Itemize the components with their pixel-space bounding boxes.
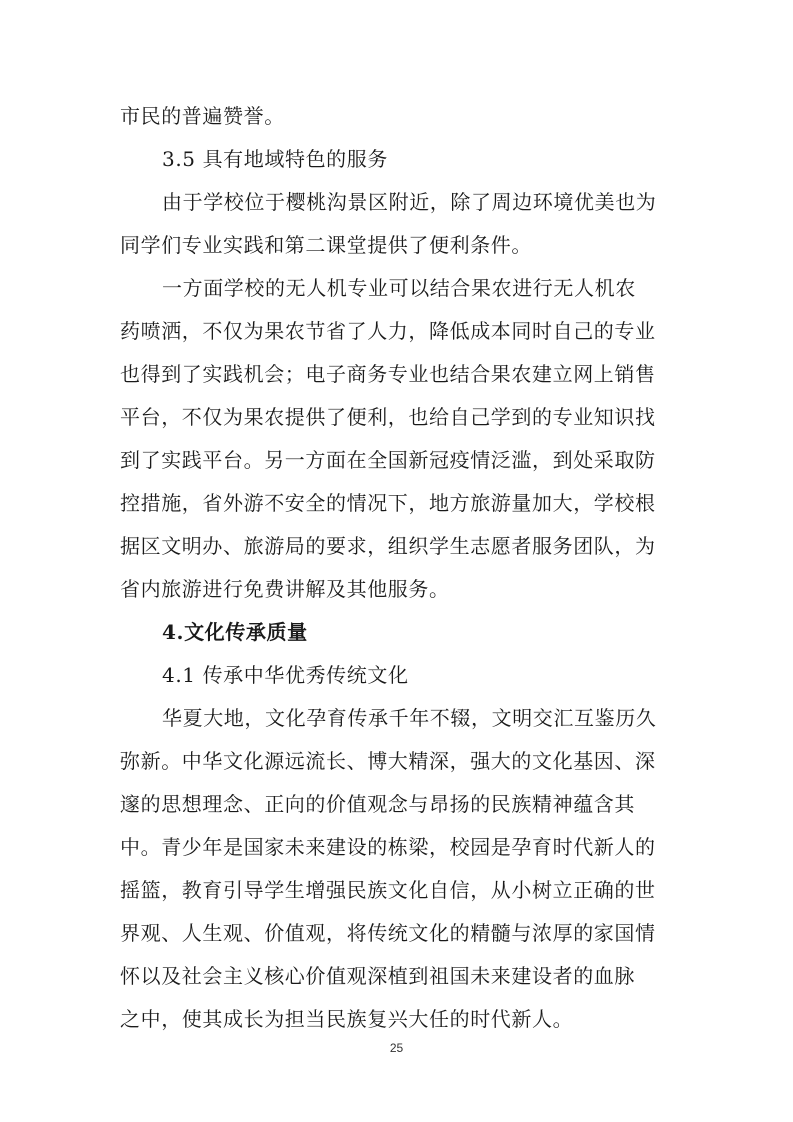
text-line: 同学们专业实践和第二课堂提供了便利条件。 xyxy=(120,233,532,257)
text-line: 省内旅游进行免费讲解及其他服务。 xyxy=(120,577,450,601)
text-line: 市民的普遍赞誉。 xyxy=(120,104,285,128)
page-number: 25 xyxy=(389,1041,404,1055)
text-line: 怀以及社会主义核心价值观深植到祖国未来建设者的血脉 xyxy=(120,964,635,988)
text-line: 据区文明办、旅游局的要求，组织学生志愿者服务团队，为 xyxy=(120,534,656,558)
text-line: 平台，不仅为果农提供了便利，也给自己学到的专业知识找 xyxy=(120,405,656,429)
section-heading-3-5: 3.5 具有地域特色的服务 xyxy=(162,147,388,171)
text-line: 摇篮，教育引导学生增强民族文化自信，从小树立正确的世 xyxy=(120,878,656,902)
text-line: 弥新。中华文化源远流长、博大精深，强大的文化基因、深 xyxy=(120,749,656,773)
section-heading-4: 4.文化传承质量 xyxy=(162,620,308,644)
text-line: 华夏大地，文化孕育传承千年不辍，文明交汇互鉴历久 xyxy=(162,706,657,730)
text-line: 一方面学校的无人机专业可以结合果农进行无人机农 xyxy=(162,276,636,300)
text-line: 中。青少年是国家未来建设的栋梁，校园是孕育时代新人的 xyxy=(120,835,656,859)
text-line: 药喷洒，不仅为果农节省了人力，降低成本同时自己的专业 xyxy=(120,319,656,343)
text-line: 之中，使其成长为担当民族复兴大任的时代新人。 xyxy=(120,1007,574,1031)
text-line: 到了实践平台。另一方面在全国新冠疫情泛滥，到处采取防 xyxy=(120,448,656,472)
text-line: 也得到了实践机会；电子商务专业也结合果农建立网上销售 xyxy=(120,362,656,386)
text-line: 由于学校位于樱桃沟景区附近，除了周边环境优美也为 xyxy=(162,190,657,214)
text-line: 邃的思想理念、正向的价值观念与昂扬的民族精神蕴含其 xyxy=(120,792,635,816)
section-heading-4-1: 4.1 传承中华优秀传统文化 xyxy=(162,663,409,687)
text-line: 界观、人生观、价值观，将传统文化的精髓与浓厚的家国情 xyxy=(120,921,656,945)
text-line: 控措施，省外游不安全的情况下，地方旅游量加大，学校根 xyxy=(120,491,656,515)
